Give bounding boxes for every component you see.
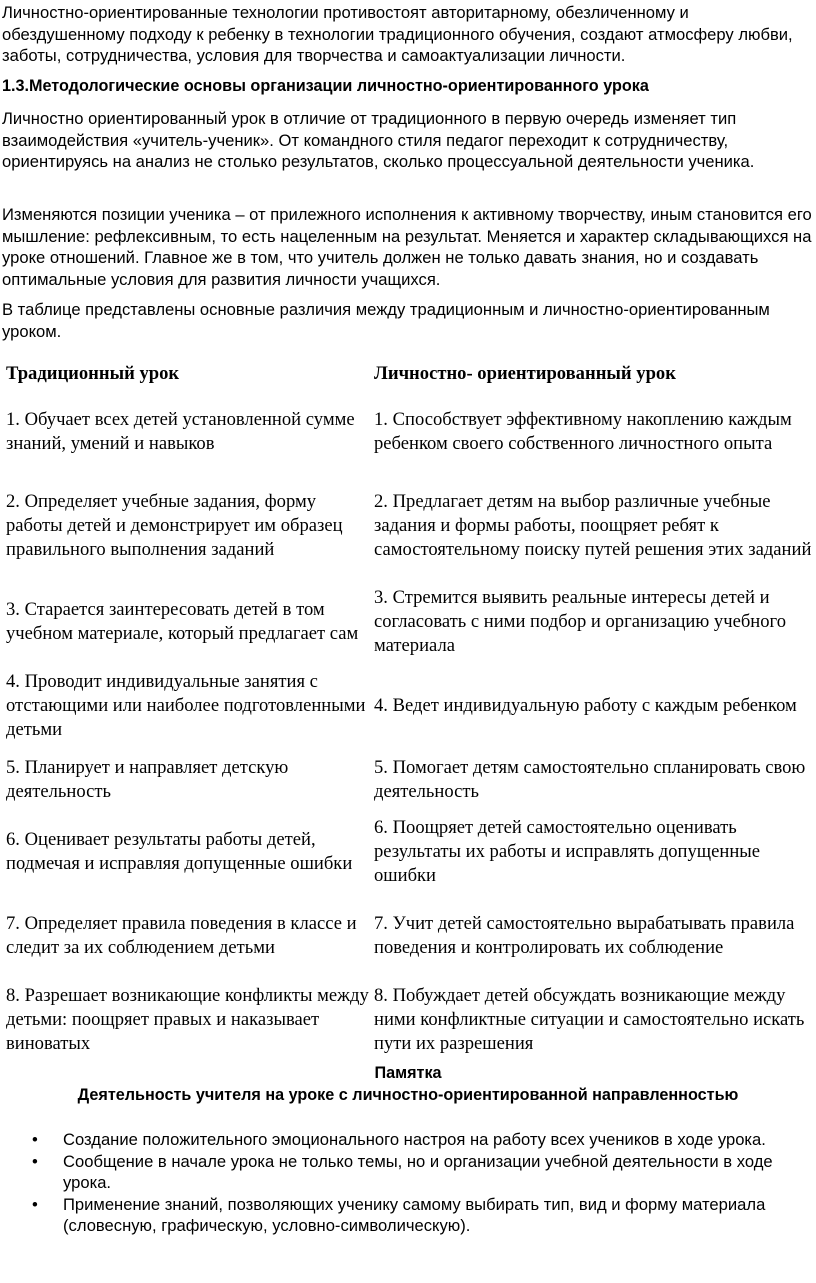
- table-row: [6, 584, 812, 660]
- header-personal: Личностно- ориентированный урок: [374, 362, 676, 384]
- table-header-row: [6, 358, 812, 390]
- list-item-text: Применение знаний, позволяющих ученику самому выбирать тип, вид и форму материала (словесную, графическую, условно-символическую).: [63, 1194, 766, 1235]
- table-cell-personal: 8. Побуждает детей обсуждать возникающие между ними конфликтные ситуации и самостоятельно искать пути их разрешения: [374, 984, 805, 1055]
- list-item-text: Сообщение в начале урока не только темы, но и организации учебной деятельности в ходе урока.: [63, 1151, 773, 1192]
- table-row: [6, 754, 812, 806]
- table-cell-traditional: 3. Старается заинтересовать детей в том учебном материале, который предлагает сам: [6, 598, 359, 644]
- section-heading: 1.3.Методологические основы организации личностно-ориентированного урока: [2, 77, 649, 95]
- bullet-icon: •: [32, 1194, 38, 1214]
- memo-title: Памятка: [374, 1064, 442, 1082]
- list-item: [0, 1151, 808, 1194]
- table-cell-traditional: 6. Оценивает результаты работы детей, подмечая и исправляя допущенные ошибки: [6, 828, 353, 874]
- body-paragraph: Личностно ориентированный урок в отличие от традиционного в первую очередь изменяет тип взаимодействия «учитель-ученик». От командного стиля педагог переходит к сотрудничеству, ориентируясь на анализ не столько результатов, сколько процессуальной деятельности ученика.: [2, 109, 755, 171]
- table-row: [6, 982, 812, 1058]
- table-cell-traditional: 2. Определяет учебные задания, форму работы детей и демонстрирует им образец правильного выполнения заданий: [6, 490, 343, 561]
- table-cell-traditional: 5. Планирует и направляет детскую деятельность: [6, 756, 289, 802]
- table-cell-personal: 4. Ведет индивидуальную работу с каждым ребенком: [374, 694, 797, 716]
- header-traditional: Традиционный урок: [6, 362, 180, 384]
- list-item: [0, 1194, 808, 1237]
- memo-subtitle: Деятельность учителя на уроке с личностно-ориентированной направленностью: [77, 1086, 739, 1104]
- table-cell-traditional: 8. Разрешает возникающие конфликты между детьми: поощряет правых и наказывает виноватых: [6, 984, 369, 1055]
- table-cell-personal: 3. Стремится выявить реальные интересы детей и согласовать с ними подбор и организацию учебного материала: [374, 586, 786, 657]
- table-cell-traditional: 4. Проводит индивидуальные занятия с отстающими или наиболее подготовленными детьми: [6, 670, 366, 741]
- table-cell-personal: 7. Учит детей самостоятельно вырабатывать правила поведения и контролировать их соблюдение: [374, 912, 795, 958]
- bullet-icon: •: [32, 1151, 38, 1171]
- bullet-icon: •: [32, 1130, 38, 1149]
- table-cell-traditional: 7. Определяет правила поведения в классе и следит за их соблюдением детьми: [6, 912, 357, 958]
- table-row: [6, 898, 812, 974]
- list-item-text: Создание положительного эмоционального настроя на работу всех учеников в ходе урока.: [63, 1130, 766, 1149]
- table-cell-personal: 2. Предлагает детям на выбор различные учебные задания и формы работы, поощряет ребят к самостоятельному поиску путей решения этих заданий: [374, 490, 812, 561]
- table-row: [6, 814, 812, 890]
- table-row: [6, 476, 812, 576]
- body-paragraph: Изменяются позиции ученика – от прилежного исполнения к активному творчеству, иным становится его мышление: рефлексивным, то есть нацеленным на результат. Меняется и характер складывающихся на уроке отношений. Главное же в том, что учитель должен не только давать знания, но и создавать оптимальные условия для развития личности учащихся.: [2, 205, 812, 289]
- table-row: [6, 394, 812, 470]
- intro-paragraph: Личностно-ориентированные технологии противостоят авторитарному, обезличенному и обездушенному подходу к ребенку в технологии традиционного обучения, создают атмосферу любви, заботы, сотрудничества, условия для творчества и самоактуализации личности.: [2, 3, 793, 65]
- table-row: [6, 668, 812, 744]
- memo-list: [0, 1129, 816, 1237]
- body-paragraph: В таблице представлены основные различия между традиционным и личностно-ориентированным уроком.: [2, 300, 770, 341]
- table-cell-personal: 1. Способствует эффективному накоплению каждым ребенком своего собственного личностного опыта: [374, 408, 792, 454]
- table-cell-personal: 6. Поощряет детей самостоятельно оценивать результаты их работы и исправлять допущенные ошибки: [374, 816, 761, 887]
- table-cell-personal: 5. Помогает детям самостоятельно спланировать свою деятельность: [374, 756, 806, 802]
- table-cell-traditional: 1. Обучает всех детей установленной сумме знаний, умений и навыков: [6, 408, 355, 454]
- list-item: [0, 1129, 808, 1151]
